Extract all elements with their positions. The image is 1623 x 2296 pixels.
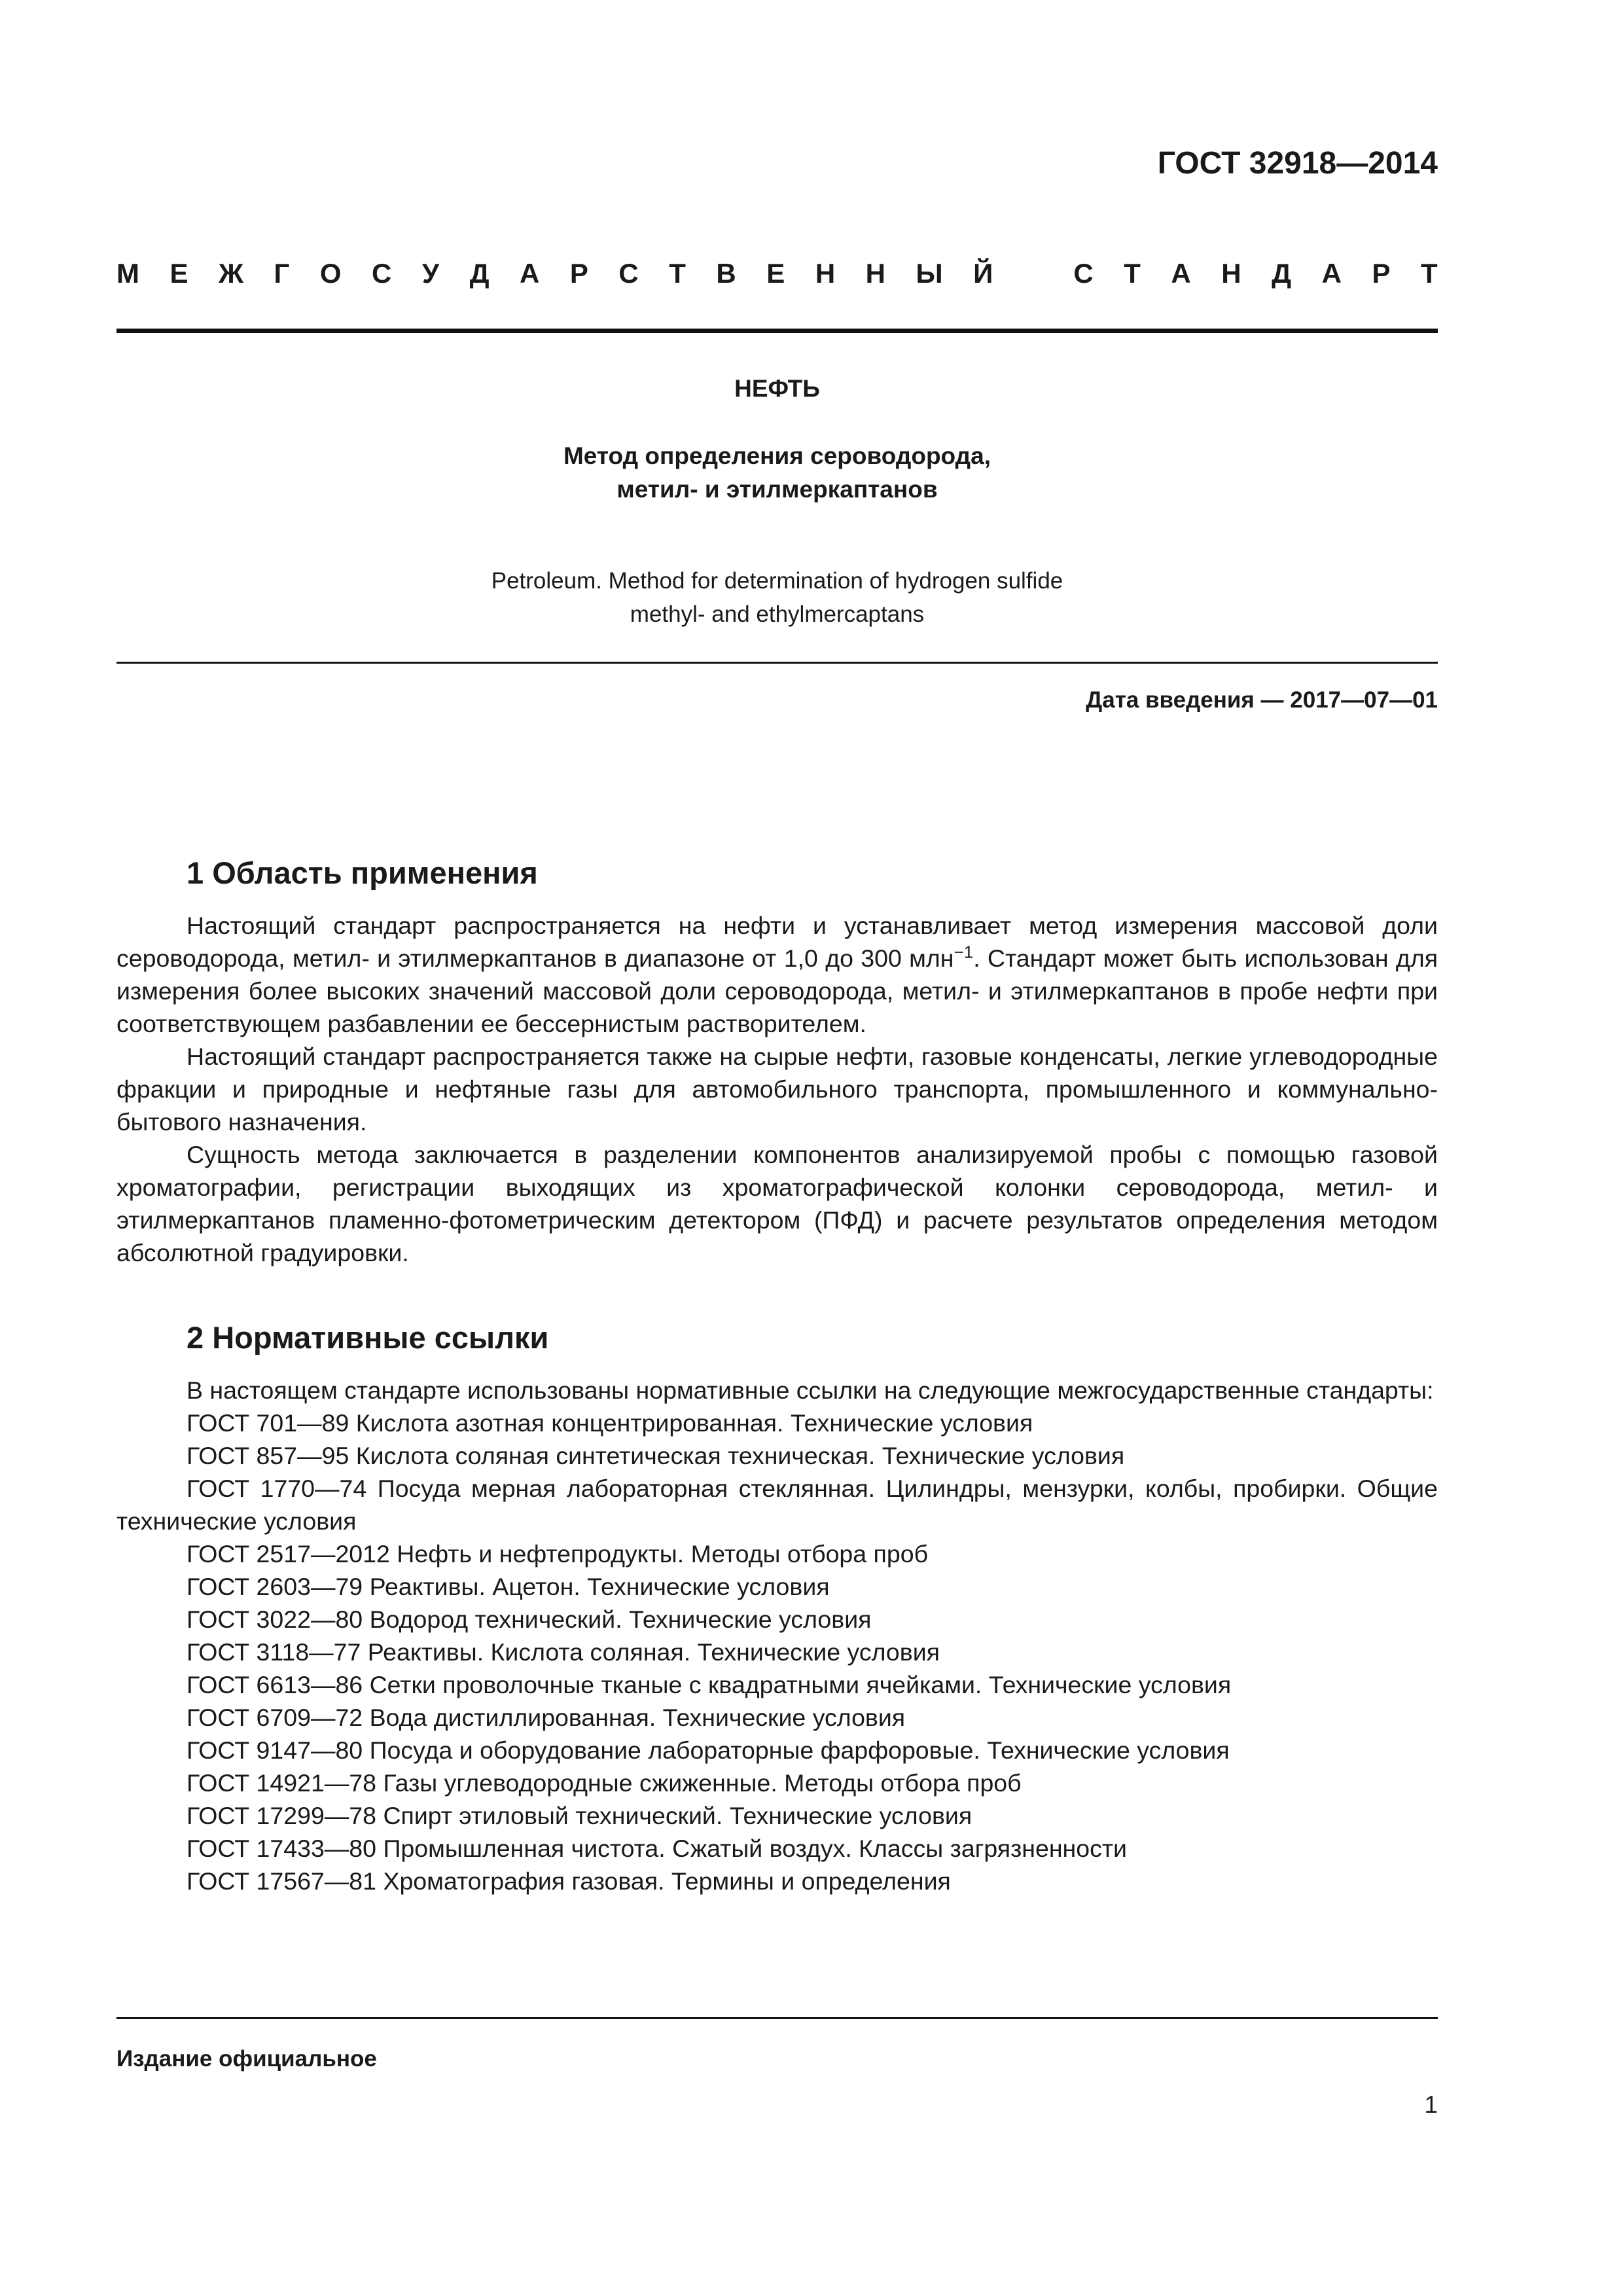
paragraph — [116, 909, 1438, 1040]
reference-item: ГОСТ 9147—80 Посуда и оборудование лабораторные фарфоровые. Технические условия — [187, 1736, 1230, 1764]
document-kind-letter: Е — [766, 258, 785, 289]
subtitle-line: Метод определения сероводорода, — [563, 442, 991, 469]
document-kind-letter: У — [421, 258, 440, 289]
paragraph-text: Настоящий стандарт распространяется на нефти и устанавливает метод измерения массовой доли сероводорода, метил- и этилмеркаптанов в диапазоне от 1,0 до 300 млн — [116, 912, 1438, 972]
document-kind-gap — [1024, 257, 1043, 291]
document-kind-letter: Т — [1420, 258, 1438, 289]
document-kind-letter: Н — [865, 258, 886, 289]
references-list — [116, 1407, 1438, 1897]
document-kind-letter: А — [1321, 258, 1342, 289]
document-kind-letter: Д — [1272, 258, 1292, 289]
document-title: НЕФТЬ — [734, 375, 820, 402]
paragraph: Настоящий стандарт распространяется также на сырые нефти, газовые конденсаты, легкие углеводородные фракции и природные и нефтяные газы для автомобильного транспорта, промышленного и коммунально-бытового назначения. — [116, 1043, 1438, 1136]
reference-item: ГОСТ 6613—86 Сетки проволочные тканые с квадратными ячейками. Технические условия — [187, 1671, 1232, 1698]
section-heading: 1 Область применения — [187, 855, 538, 890]
reference-item: ГОСТ 857—95 Кислота соляная синтетическая техническая. Технические условия — [187, 1442, 1125, 1469]
reference-item: ГОСТ 3022—80 Водород технический. Технические условия — [187, 1605, 872, 1633]
section-scope — [116, 854, 1438, 1269]
english-title — [116, 564, 1438, 631]
document-kind-letter: С — [1073, 258, 1094, 289]
document-kind-letter: Й — [973, 258, 993, 289]
document-kind-letter: Д — [469, 258, 490, 289]
document-kind-letter: Н — [815, 258, 836, 289]
reference-item: ГОСТ 17299—78 Спирт этиловый технический. Технические условия — [187, 1802, 972, 1829]
reference-item: ГОСТ 17433—80 Промышленная чистота. Сжатый воздух. Классы загрязненности — [187, 1835, 1127, 1862]
reference-item: ГОСТ 6709—72 Вода дистиллированная. Технические условия — [187, 1704, 906, 1731]
reference-item: ГОСТ 2603—79 Реактивы. Ацетон. Технические условия — [187, 1573, 830, 1600]
paragraph: В настоящем стандарте использованы нормативные ссылки на следующие межгосударственные стандарты: — [187, 1376, 1434, 1404]
reference-item: ГОСТ 3118—77 Реактивы. Кислота соляная. Технические условия — [187, 1638, 940, 1666]
title-divider — [116, 662, 1438, 664]
edition-label: Издание официальное — [116, 2046, 377, 2072]
document-kind-letter: М — [116, 258, 139, 289]
section-heading: 2 Нормативные ссылки — [187, 1320, 549, 1355]
paragraph: Сущность метода заключается в разделении компонентов анализируемой пробы с помощью газовой хроматографии, регистрации выходящих из хроматографической колонки сероводорода, метил- и этилмеркаптанов пламенно-фотометрическим детектором (ПФД) и расчете результатов определения методом абсолютной градуировки. — [116, 1141, 1438, 1266]
section-normative-references — [116, 1319, 1438, 1897]
document-kind-letter: А — [520, 258, 540, 289]
document-kind-letter: Н — [1221, 258, 1241, 289]
header-divider — [116, 329, 1438, 333]
document-kind-letter: Ж — [219, 258, 244, 289]
reference-item: ГОСТ 14921—78 Газы углеводородные сжиженные. Методы отбора проб — [187, 1769, 1022, 1797]
subtitle-line: метил- и этилмеркаптанов — [616, 476, 938, 503]
document-kind-letter: Т — [1124, 258, 1141, 289]
english-title-line: Petroleum. Method for determination of hydrogen sulfide — [491, 568, 1063, 594]
page-number: 1 — [1424, 2091, 1438, 2118]
english-title-line: methyl- and ethylmercaptans — [630, 601, 925, 627]
document-subtitle — [116, 439, 1438, 506]
paragraph-text: . Стандарт может быть использован для измерения более высоких значений массовой доли сероводорода, метил- и этилмеркаптанов в пробе нефти при соответствующем разбавлении ее бессернистым растворителем. — [116, 944, 1438, 1037]
document-kind-letter: О — [319, 258, 342, 289]
document-kind-letter: В — [716, 258, 736, 289]
document-kind-letter: С — [618, 258, 639, 289]
footer-divider — [116, 2017, 1438, 2019]
document-kind-letter: Е — [169, 258, 188, 289]
document-kind-letter: Р — [569, 258, 588, 289]
reference-item: ГОСТ 1770—74 Посуда мерная лабораторная стеклянная. Цилиндры, мензурки, колбы, пробирки. Общие технические условия — [116, 1475, 1438, 1535]
reference-item: ГОСТ 701—89 Кислота азотная концентрированная. Технические условия — [187, 1409, 1033, 1437]
introduction-date: Дата введения — 2017—07—01 — [1086, 687, 1438, 713]
document-kind-letter: Р — [1372, 258, 1391, 289]
document-kind-letter: Ы — [916, 258, 943, 289]
gost-number: ГОСТ 32918—2014 — [1157, 146, 1438, 181]
document-kind-letter: Г — [274, 258, 290, 289]
document-kind-letter: А — [1171, 258, 1191, 289]
document-kind-letter: С — [372, 258, 392, 289]
reference-item: ГОСТ 17567—81 Хроматография газовая. Термины и определения — [187, 1867, 951, 1895]
reference-item: ГОСТ 2517—2012 Нефть и нефтепродукты. Методы отбора проб — [187, 1540, 929, 1568]
superscript: −1 — [954, 942, 974, 962]
document-kind — [116, 257, 1438, 291]
document-kind-letter: Т — [669, 258, 686, 289]
